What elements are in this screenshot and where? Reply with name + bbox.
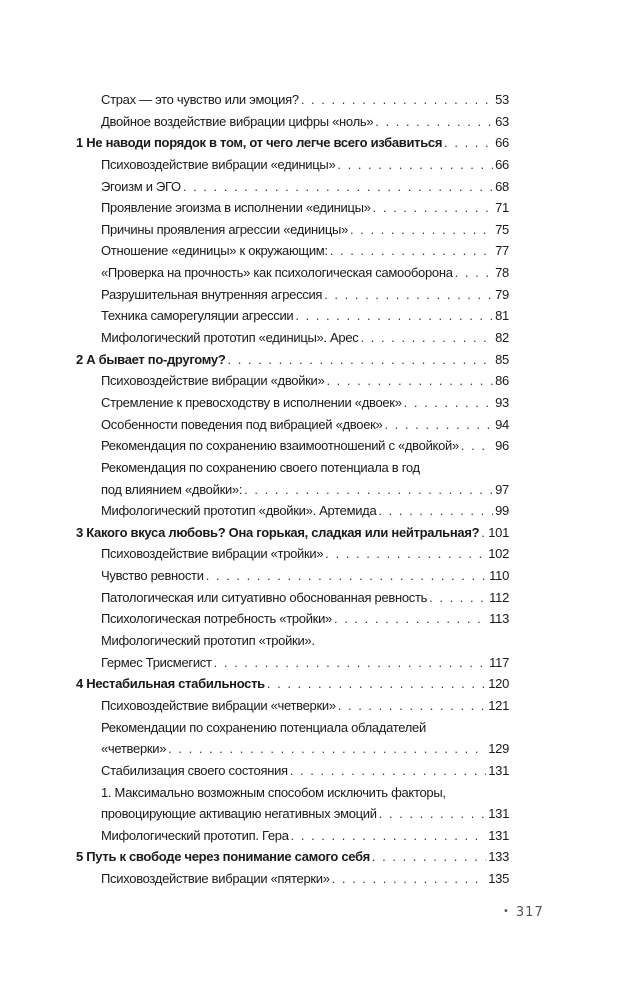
toc-entry-title: Особенности поведения под вибрацией «двоек» xyxy=(101,416,383,432)
toc-entry-title: под влиянием «двойки»: xyxy=(101,481,243,497)
dot-leader xyxy=(301,89,493,111)
toc-entry-title: Мифологический прототип. Гера xyxy=(101,827,289,843)
toc-page-number: 117 xyxy=(489,654,509,670)
dot-leader xyxy=(361,327,494,349)
toc-entry-title: «Проверка на прочность» как психологическая самооборона xyxy=(101,265,453,281)
toc-entry-title: Эгоизм и ЭГО xyxy=(101,178,181,194)
toc-entry[interactable] xyxy=(101,327,509,349)
toc-entry-title: Рекомендация по сохранению взаимоотношений с «двойкой» xyxy=(101,438,459,454)
dot-leader xyxy=(384,414,493,436)
toc-page-number: 85 xyxy=(495,351,509,367)
toc-page-number: 81 xyxy=(495,308,509,324)
toc-entry[interactable] xyxy=(101,89,509,111)
toc-entry[interactable] xyxy=(101,305,509,327)
toc-entry[interactable] xyxy=(101,154,509,176)
toc-entry-title: Проявление эгоизма в исполнении «единицы» xyxy=(101,200,371,216)
toc-entry-title: Двойное воздействие вибрации цифры «ноль» xyxy=(101,113,374,129)
toc-entry-title: Психовоздействие вибрации «четверки» xyxy=(101,697,336,713)
toc-entry[interactable] xyxy=(101,197,509,219)
toc-page-number: 79 xyxy=(495,286,509,302)
toc-entry[interactable] xyxy=(101,479,509,501)
toc-entry-title: Рекомендация по сохранению своего потенциала в год xyxy=(101,459,420,475)
toc-entry[interactable] xyxy=(101,370,509,392)
toc-chapter-entry[interactable] xyxy=(76,846,509,868)
toc-entry-title: Причины проявления агрессии «единицы» xyxy=(101,221,349,237)
toc-entry-title: Стремление к превосходству в исполнении «двоек» xyxy=(101,394,402,410)
toc-chapter-entry[interactable] xyxy=(76,349,509,371)
toc-page-number: 110 xyxy=(489,568,509,584)
toc-page-number: 120 xyxy=(488,676,509,692)
toc-entry[interactable] xyxy=(101,608,509,630)
toc-entry[interactable] xyxy=(101,587,509,609)
dot-leader xyxy=(444,132,493,154)
dot-leader xyxy=(325,543,486,565)
toc-page-number: 112 xyxy=(489,589,509,605)
dot-leader xyxy=(295,305,493,327)
toc-entry-title: Рекомендации по сохранению потенциала обладателей xyxy=(101,719,426,735)
dot-leader xyxy=(290,760,486,782)
dot-leader xyxy=(324,284,493,306)
toc-page-number: 66 xyxy=(495,156,509,172)
toc-page-number: 77 xyxy=(495,243,509,259)
toc-entry-title: 4 Нестабильная стабильность xyxy=(76,676,265,692)
dot-leader xyxy=(455,262,493,284)
dot-leader xyxy=(168,738,486,760)
dot-leader xyxy=(429,587,487,609)
dot-leader xyxy=(338,695,486,717)
dot-leader xyxy=(244,479,493,501)
toc-entry[interactable] xyxy=(101,782,509,804)
toc-chapter-entry[interactable] xyxy=(76,673,509,695)
toc-entry[interactable] xyxy=(101,219,509,241)
toc-entry-title: Мифологический прототип «тройки». xyxy=(101,633,315,649)
dot-leader xyxy=(291,825,487,847)
dot-leader xyxy=(183,176,493,198)
toc-entry-title: Мифологический прототип «единицы». Арес xyxy=(101,330,359,346)
toc-entry-title: 1 Не наводи порядок в том, от чего легче всего избавиться xyxy=(76,135,443,151)
toc-page-number: 131 xyxy=(488,806,509,822)
toc-entry[interactable] xyxy=(101,240,509,262)
toc-page-number: 131 xyxy=(488,827,509,843)
toc-entry-title: Страх — это чувство или эмоция? xyxy=(101,92,299,107)
toc-entry[interactable] xyxy=(101,868,509,890)
toc-page-number: 131 xyxy=(488,762,509,778)
toc-entry[interactable] xyxy=(101,825,509,847)
toc-entry[interactable] xyxy=(101,803,509,825)
toc-entry-title: Мифологический прототип «двойки». Артемида xyxy=(101,503,377,519)
page-number: 317 xyxy=(515,905,544,920)
toc-entry-title: 5 Путь к свободе через понимание самого себя xyxy=(76,849,370,865)
dot-leader xyxy=(481,522,486,544)
toc-entry-title: 1. Максимально возможным способом исключить факторы, xyxy=(101,784,446,800)
toc-entry[interactable] xyxy=(101,284,509,306)
toc-entry[interactable] xyxy=(101,717,509,739)
dot-leader xyxy=(267,673,486,695)
toc-entry-title: Психовоздействие вибрации «двойки» xyxy=(101,373,325,389)
toc-entry[interactable] xyxy=(101,435,509,457)
toc-entry-title: Техника саморегуляции агрессии xyxy=(101,308,294,324)
dot-leader xyxy=(372,846,486,868)
toc-page-number: 96 xyxy=(495,438,509,454)
toc-entry-title: Стабилизация своего состояния xyxy=(101,762,288,778)
toc-entry-title: 2 А бывает по-другому? xyxy=(76,351,226,367)
toc-chapter-entry[interactable] xyxy=(76,132,509,154)
toc-entry-title: Гермес Трисмегист xyxy=(101,654,212,670)
toc-entry[interactable] xyxy=(101,176,509,198)
toc-entry[interactable] xyxy=(101,457,509,479)
toc-entry[interactable] xyxy=(101,111,509,133)
toc-page-number: 68 xyxy=(495,178,509,194)
dot-leader xyxy=(214,652,488,674)
footer-bullet: • xyxy=(503,906,510,917)
dot-leader xyxy=(461,435,493,457)
toc-entry-title: Психовоздействие вибрации «пятерки» xyxy=(101,871,330,887)
toc-entry[interactable] xyxy=(101,695,509,717)
toc-page-number: 71 xyxy=(495,200,509,216)
toc-entry-title: «четверки» xyxy=(101,741,167,757)
toc-entry-title: Патологическая или ситуативно обоснованная ревность xyxy=(101,589,428,605)
toc-page-number: 121 xyxy=(488,697,509,713)
toc-page-number: 99 xyxy=(495,503,509,519)
toc-entry[interactable] xyxy=(101,738,509,760)
toc-entry[interactable] xyxy=(101,760,509,782)
toc-page-number: 97 xyxy=(495,481,509,497)
dot-leader xyxy=(404,392,494,414)
toc-page-number: 94 xyxy=(495,416,509,432)
dot-leader xyxy=(326,370,493,392)
toc-chapter-entry[interactable] xyxy=(76,522,509,544)
toc-entry-title: 3 Какого вкуса любовь? Она горькая, сладкая или нейтральная? xyxy=(76,524,480,540)
toc-entry-title: Психологическая потребность «тройки» xyxy=(101,611,332,627)
toc-entry-title: Чувство ревности xyxy=(101,568,204,584)
toc-entry[interactable] xyxy=(101,543,509,565)
toc-entry[interactable] xyxy=(101,652,509,674)
toc-page-number: 102 xyxy=(488,546,509,562)
toc-entry[interactable] xyxy=(101,565,509,587)
toc-page-number: 82 xyxy=(495,330,509,346)
dot-leader xyxy=(337,154,493,176)
dot-leader xyxy=(379,803,486,825)
table-of-contents xyxy=(0,89,619,890)
toc-page-number: 53 xyxy=(495,92,509,107)
dot-leader xyxy=(206,565,487,587)
toc-entry-title: Разрушительная внутренняя агрессия xyxy=(101,286,323,302)
toc-page-number: 63 xyxy=(495,113,509,129)
dot-leader xyxy=(378,500,493,522)
toc-entry-title: Психовоздействие вибрации «единицы» xyxy=(101,156,336,172)
toc-page-number: 135 xyxy=(488,871,509,887)
toc-entry-title: провоцирующие активацию негативных эмоций xyxy=(101,806,377,822)
dot-leader xyxy=(373,197,493,219)
dot-leader xyxy=(375,111,493,133)
toc-entry[interactable] xyxy=(101,500,509,522)
dot-leader xyxy=(332,868,487,890)
dot-leader xyxy=(330,240,493,262)
toc-page-number: 86 xyxy=(495,373,509,389)
toc-entry-title: Отношение «единицы» к окружающим: xyxy=(101,243,328,259)
dot-leader xyxy=(227,349,493,371)
page-footer xyxy=(503,905,544,920)
toc-entry[interactable] xyxy=(101,630,509,652)
toc-entry[interactable] xyxy=(101,392,509,414)
toc-page-number: 101 xyxy=(488,524,509,540)
toc-page-number: 129 xyxy=(488,741,509,757)
toc-entry[interactable] xyxy=(101,414,509,436)
dot-leader xyxy=(334,608,487,630)
toc-page-number: 133 xyxy=(488,849,509,865)
toc-page-number: 113 xyxy=(489,611,509,627)
toc-entry-title: Психовоздействие вибрации «тройки» xyxy=(101,546,324,562)
dot-leader xyxy=(350,219,493,241)
toc-entry[interactable] xyxy=(101,262,509,284)
toc-page-number: 93 xyxy=(495,394,509,410)
toc-page-number: 78 xyxy=(495,265,509,281)
toc-page-number: 66 xyxy=(495,135,509,151)
toc-page-number: 75 xyxy=(495,221,509,237)
